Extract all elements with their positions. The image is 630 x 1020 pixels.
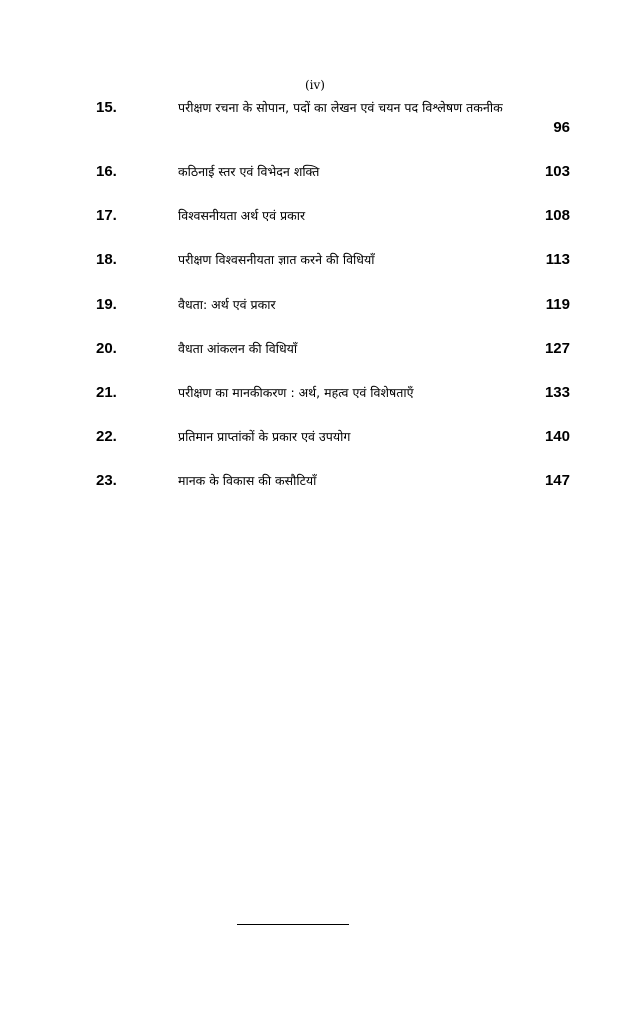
toc-entry [0,295,630,319]
toc-entry-number: 15. [96,99,117,116]
toc-entry-page: 96 [553,119,570,136]
toc-entry [0,250,630,274]
toc-entry-number: 18. [96,251,117,268]
toc-entry [0,162,630,186]
footer-divider [237,924,349,925]
toc-entry [0,471,630,495]
toc-entry-title: विश्वसनीयता अर्थ एवं प्रकार [178,208,306,223]
toc-entry-title: परीक्षण का मानकीकरण : अर्थ, महत्व एवं विशेषताएँ [178,385,414,400]
toc-entry-number: 23. [96,472,117,489]
toc-entry-title: मानक के विकास की कसौटियाँ [178,473,317,488]
toc-entry-number: 17. [96,207,117,224]
toc-entry-title: प्रतिमान प्राप्तांकों के प्रकार एवं उपयोग [178,429,351,444]
toc-entry-title: परीक्षण रचना के सोपान, पदों का लेखन एवं चयन पद विश्लेषण तकनीक [178,100,503,115]
toc-entry [0,98,630,136]
toc-entry-number: 20. [96,340,117,357]
toc-entry-number: 16. [96,163,117,180]
toc-entry-title: परीक्षण विश्वसनीयता ज्ञात करने की विधियाँ [178,252,375,267]
toc-entry-number: 19. [96,296,117,313]
toc-entry-page: 127 [544,340,570,357]
page-number: (iv) [305,78,325,92]
toc-entry [0,383,630,407]
toc-entry-page: 119 [545,296,570,313]
toc-entry-title: कठिनाई स्तर एवं विभेदन शक्ति [178,164,320,179]
toc-entry-page: 147 [544,472,570,489]
toc-entry-title: वैधता: अर्थ एवं प्रकार [178,297,276,312]
toc-entry-number: 22. [96,428,117,445]
toc-entry-number: 21. [96,384,117,401]
toc-entry-title: वैधता आंकलन की विधियाँ [178,341,298,356]
toc-entry [0,427,630,451]
toc-entry [0,339,630,363]
toc-entry-page: 140 [544,428,570,445]
toc-entry [0,206,630,230]
toc-entry-page: 103 [544,163,570,180]
toc-entry-page: 133 [544,384,570,401]
toc-entry-page: 108 [544,207,570,224]
toc-entry-page: 113 [545,251,570,268]
